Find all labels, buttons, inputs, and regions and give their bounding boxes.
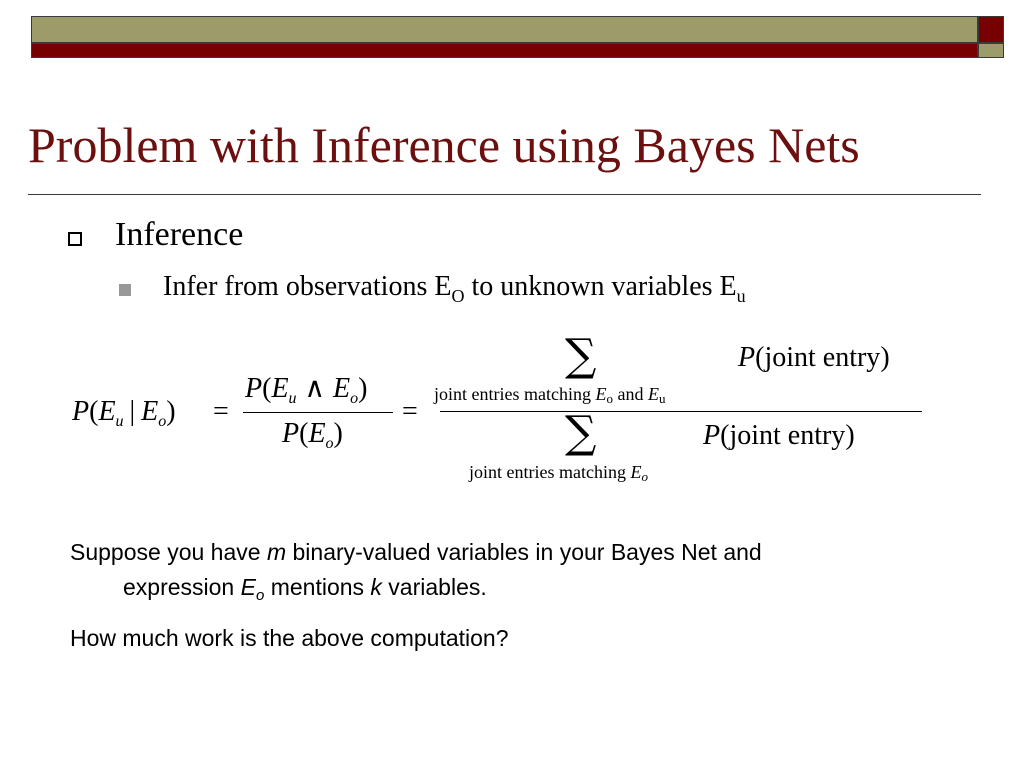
fraction1-line: [243, 412, 393, 413]
bullet2-middle: to unknown variables E: [464, 271, 737, 302]
fraction1-denominator: $P(E_o)$: [282, 418, 343, 452]
bullet-inference: Inference: [115, 216, 244, 253]
paragraph-how-much-work: How much work is the above computation?: [70, 625, 509, 651]
header-bar-maroon: [31, 43, 978, 58]
bullet-infer-from-observations: [163, 271, 746, 306]
header-bar-olive: [31, 16, 978, 43]
sum-denominator-subscript: joint entries matching $E_o$: [469, 462, 648, 484]
sum-numerator-subscript: joint entries matching $E_o$ and $E_u$: [434, 384, 666, 406]
fraction1-numerator: $P(E_u$ ∧ $E_o$): [245, 373, 368, 407]
formula-lhs: $P(E_u$ | $E_o$): [72, 396, 176, 430]
paragraph-suppose-line2: expression $E_o$ mentions k variables.: [123, 574, 487, 604]
sum-icon-denominator: ∑: [565, 407, 597, 458]
formula-equals-1: =: [213, 396, 229, 427]
slide-title: Problem with Inference using Bayes Nets: [28, 117, 860, 173]
bullet2-obs-sub: O: [451, 286, 465, 306]
header-square-maroon: [978, 16, 1004, 43]
fraction2-line: [440, 411, 922, 412]
hollow-square-bullet-icon: [68, 232, 82, 246]
title-divider: [28, 194, 981, 195]
fraction2-numerator-term: P(joint entry): [738, 342, 890, 373]
bullet2-prefix: Infer from observations E: [163, 271, 452, 302]
formula-equals-2: =: [402, 396, 418, 427]
header-square-olive: [978, 43, 1004, 58]
fraction2-denominator-term: P(joint entry): [703, 420, 855, 451]
bullet2-unk-sub: u: [736, 286, 746, 306]
sum-icon-numerator: ∑: [565, 330, 597, 381]
filled-square-bullet-icon: [119, 284, 131, 296]
paragraph-suppose-line1: Suppose you have m binary-valued variables in your Bayes Net and: [70, 539, 762, 565]
